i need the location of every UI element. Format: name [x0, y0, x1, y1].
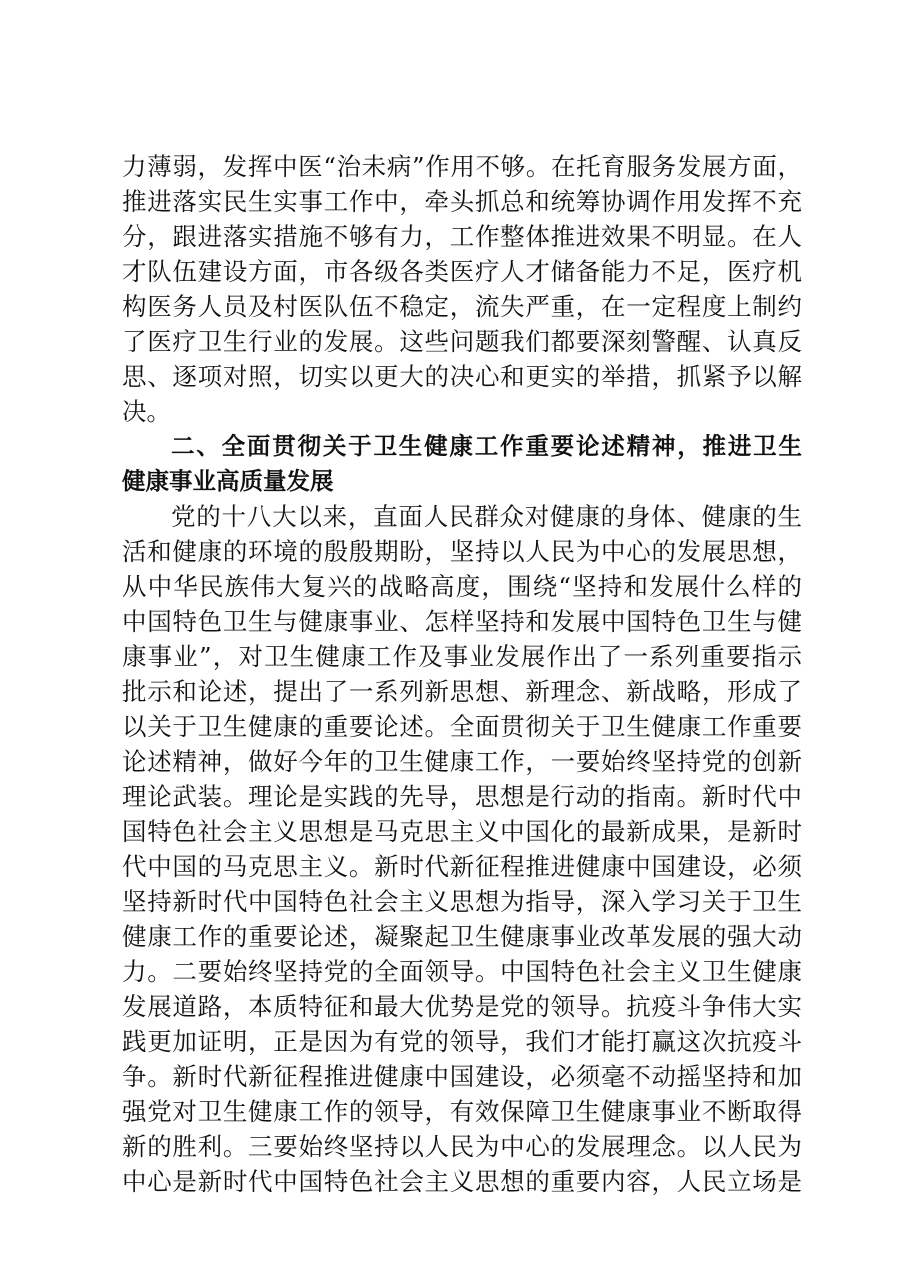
paragraph-line: 活和健康的环境的殷殷期盼，坚持以人民为中心的发展思想，	[122, 537, 802, 566]
paragraph-line: 新的胜利。三要始终坚持以人民为中心的发展理念。以人民为	[122, 1132, 802, 1161]
paragraph-line: 争。新时代新征程推进健康中国建设，必须毫不动摇坚持和加	[122, 1062, 802, 1091]
paragraph-line: 思、逐项对照，切实以更大的决心和更实的举措，抓紧予以解	[122, 362, 802, 391]
paragraph-line: 健康工作的重要论述，凝聚起卫生健康事业改革发展的强大动	[122, 922, 802, 951]
paragraph-line: 分，跟进落实措施不够有力，工作整体推进效果不明显。在人	[122, 222, 802, 251]
paragraph-line: 强党对卫生健康工作的领导，有效保障卫生健康事业不断取得	[122, 1097, 802, 1126]
paragraph-1	[122, 149, 802, 429]
heading-line: 二、全面贯彻关于卫生健康工作重要论述精神，推进卫生	[171, 432, 802, 460]
paragraph-line: 党的十八大以来，直面人民群众对健康的身体、健康的生	[171, 502, 802, 531]
paragraph-line: 坚持新时代中国特色社会主义思想为指导，深入学习关于卫生	[122, 887, 802, 916]
paragraph-line: 推进落实民生实事工作中，牵头抓总和统筹协调作用发挥不充	[122, 187, 802, 216]
paragraph-line: 了医疗卫生行业的发展。这些问题我们都要深刻警醒、认真反	[122, 327, 802, 356]
paragraph-line: 构医务人员及村医队伍不稳定，流失严重，在一定程度上制约	[122, 292, 802, 321]
paragraph-line: 决。	[122, 397, 171, 426]
paragraph-line: 理论武装。理论是实践的先导，思想是行动的指南。新时代中	[122, 782, 802, 811]
paragraph-line: 批示和论述，提出了一系列新思想、新理念、新战略，形成了	[122, 677, 802, 706]
section-heading	[122, 429, 802, 499]
paragraph-2	[122, 499, 802, 1199]
paragraph-line: 论述精神，做好今年的卫生健康工作，一要始终坚持党的创新	[122, 747, 802, 776]
document-body	[122, 149, 802, 1199]
paragraph-line: 从中华民族伟大复兴的战略高度，围绕“坚持和发展什么样的	[122, 572, 802, 601]
paragraph-line: 康事业”，对卫生健康工作及事业发展作出了一系列重要指示	[122, 642, 802, 671]
heading-line: 健康事业高质量发展	[122, 467, 334, 495]
paragraph-line: 国特色社会主义思想是马克思主义中国化的最新成果，是新时	[122, 817, 802, 846]
paragraph-line: 践更加证明，正是因为有党的领导，我们才能打赢这次抗疫斗	[122, 1027, 802, 1056]
paragraph-line: 发展道路，本质特征和最大优势是党的领导。抗疫斗争伟大实	[122, 992, 802, 1021]
paragraph-line: 才队伍建设方面，市各级各类医疗人才储备能力不足，医疗机	[122, 257, 802, 286]
paragraph-line: 中国特色卫生与健康事业、怎样坚持和发展中国特色卫生与健	[122, 607, 802, 636]
paragraph-line: 以关于卫生健康的重要论述。全面贯彻关于卫生健康工作重要	[122, 712, 802, 741]
paragraph-line: 力薄弱，发挥中医“治未病”作用不够。在托育服务发展方面，	[122, 152, 802, 181]
paragraph-line: 代中国的马克思主义。新时代新征程推进健康中国建设，必须	[122, 852, 802, 881]
paragraph-line: 中心是新时代中国特色社会主义思想的重要内容，人民立场是	[122, 1167, 802, 1196]
paragraph-line: 力。二要始终坚持党的全面领导。中国特色社会主义卫生健康	[122, 957, 802, 986]
